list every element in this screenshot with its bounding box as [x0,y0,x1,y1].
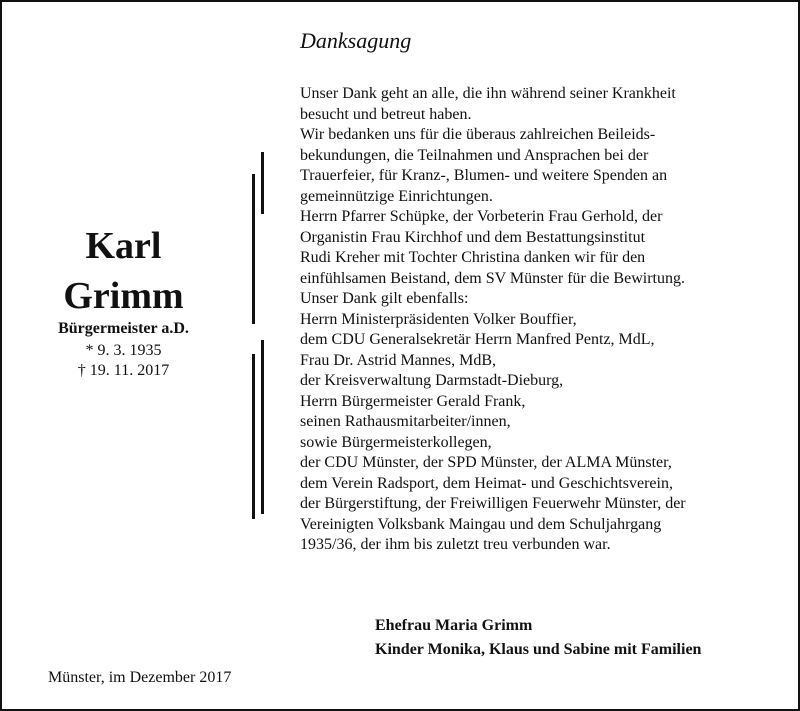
body-line: bekundungen, die Teilnahmen und Ansprachen bei der [300,146,649,164]
divider-rule-1 [261,152,264,214]
notice-body [300,84,780,556]
signature-line: Kinder Monika, Klaus und Sabine mit Familien [375,641,702,658]
body-line: der Kreisverwaltung Darmstadt-Dieburg, [300,372,564,389]
body-line: Organistin Frau Kirchhof und dem Bestattungsinstitut [300,228,646,246]
body-line: sowie Bürgermeisterkollegen, [300,433,492,451]
divider-rule-2 [252,174,255,324]
body-line: gemeinnützige Einrichtungen. [300,187,493,205]
body-line: Trauerfeier, für Kranz-, Blumen- und weitere Spenden an [300,167,668,184]
body-line: Frau Dr. Astrid Mannes, MdB, [300,351,496,369]
signature-line: Ehefrau Maria Grimm [375,617,533,634]
death-date: † 19. 11. 2017 [77,362,170,379]
body-line: Herrn Pfarrer Schüpke, der Vorbeterin Frau Gerhold, der [300,208,663,225]
place-and-date: Münster, im Dezember 2017 [48,669,232,686]
body-line: besucht und betreut haben. [300,105,472,123]
body-line: Rudi Kreher mit Tochter Christina danken wir für den [300,249,646,266]
deceased-last-name: Grimm [63,275,184,317]
body-line: dem Verein Radsport, dem Heimat- und Geschichtsverein, [300,474,673,492]
body-line: Herrn Bürgermeister Gerald Frank, [300,392,526,410]
body-line: einfühlsamen Beistand, dem SV Münster für die Bewirtung. [300,269,685,287]
body-line: 1935/36, der ihm bis zuletzt treu verbunden war. [300,536,611,553]
deceased-title: Bürgermeister a.D. [58,320,189,337]
body-line: der Bürgerstiftung, der Freiwilligen Feuerwehr Münster, der [300,495,686,512]
notice-heading: Danksagung [300,28,412,53]
divider-rule-3 [261,340,264,514]
divider-rule-4 [252,354,255,519]
body-line: Unser Dank gilt ebenfalls: [300,290,469,307]
body-line: seinen Rathausmitarbeiter/innen, [300,413,511,430]
body-line: Unser Dank geht an alle, die ihn während seiner Krankheit [300,85,676,102]
body-line: Wir bedanken uns für die überaus zahlreichen Beileids- [300,126,656,143]
deceased-first-name: Karl [85,225,162,267]
body-line: Herrn Ministerpräsidenten Volker Bouffier, [300,310,577,328]
signatures [375,614,701,662]
birth-date: * 9. 3. 1935 [85,342,162,359]
body-line: der CDU Münster, der SPD Münster, der ALMA Münster, [300,454,672,471]
body-line: dem CDU Generalsekretär Herrn Manfred Pentz, MdL, [300,331,655,348]
body-line: Vereinigten Volksbank Maingau und dem Schuljahrgang [300,515,662,533]
